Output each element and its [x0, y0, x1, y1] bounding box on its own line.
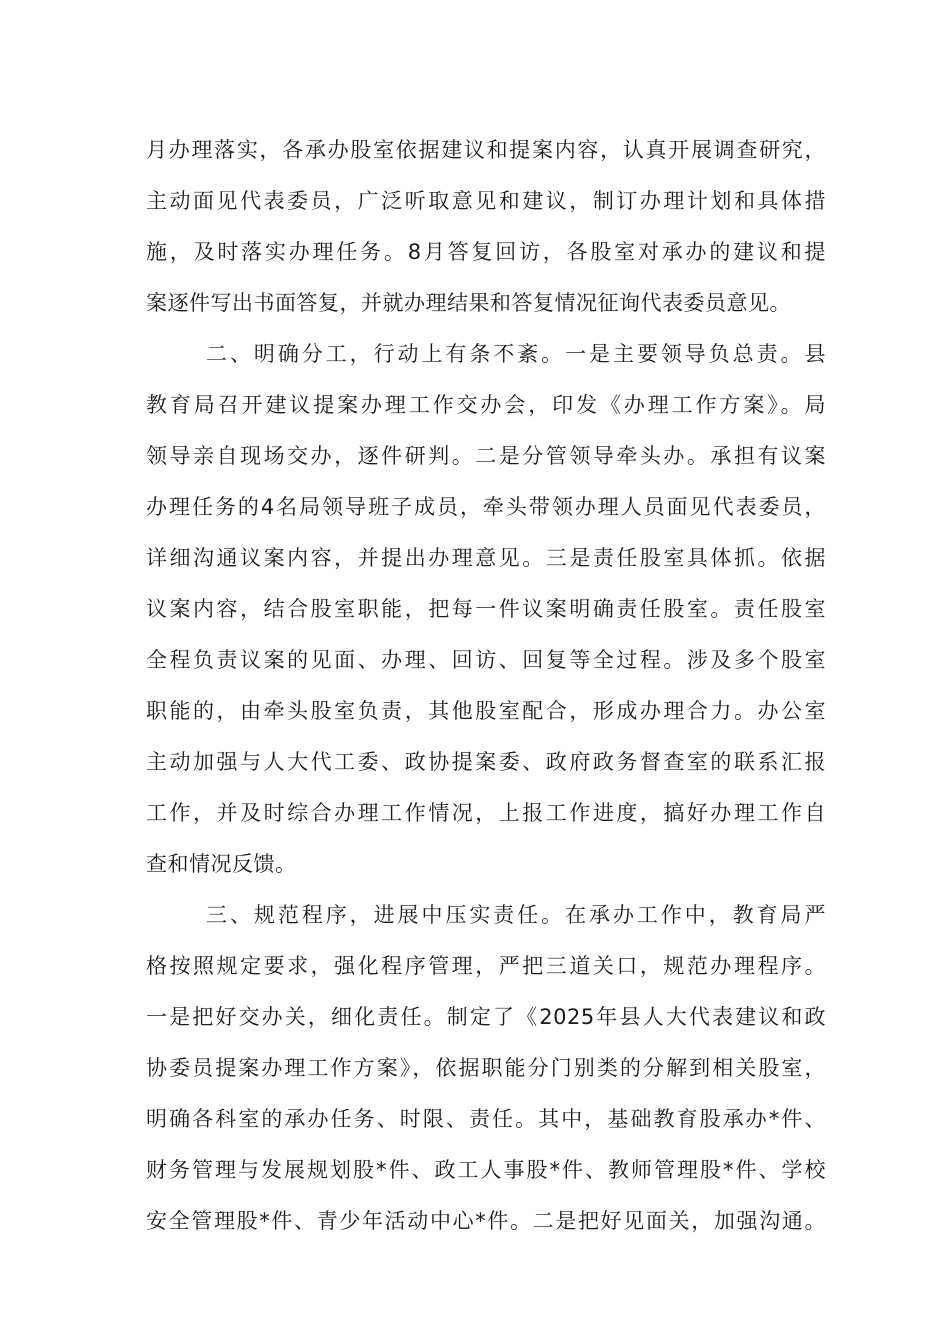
text-line: 全程负责议案的见面、办理、回访、回复等全过程。涉及多个股室 — [146, 648, 826, 672]
text-line: 协委员提案办理工作方案》，依据职能分门别类的分解到相关股室， — [146, 1056, 826, 1080]
text-line: 案逐件写出书面答复，并就办理结果和答复情况征询代表委员意见。 — [146, 291, 791, 315]
text-line: 一是把好交办关，细化责任。制定了《2025年县人大代表建议和政 — [146, 1005, 826, 1029]
text-line: 主动面见代表委员，广泛听取意见和建议，制订办理计划和具体措 — [146, 189, 826, 213]
text-line: 月办理落实，各承办股室依据建议和提案内容，认真开展调查研究， — [146, 138, 826, 162]
text-line: 详细沟通议案内容，并提出办理意见。三是责任股室具体抓。依据 — [146, 546, 826, 570]
text-line: 职能的，由牵头股室负责，其他股室配合，形成办理合力。办公室 — [146, 699, 826, 723]
text-line: 工作，并及时综合办理工作情况，上报工作进度，搞好办理工作自 — [146, 801, 826, 825]
text-line: 主动加强与人大代工委、政协提案委、政府政务督查室的联系汇报 — [146, 750, 826, 774]
text-line: 查和情况反馈。 — [146, 852, 297, 876]
text-line: 格按照规定要求，强化程序管理，严把三道关口，规范办理程序。 — [146, 954, 826, 978]
text-line: 安全管理股*件、青少年活动中心*件。二是把好见面关，加强沟通。 — [146, 1209, 826, 1233]
text-line: 领导亲自现场交办，逐件研判。二是分管领导牵头办。承担有议案 — [146, 444, 826, 468]
paragraph-heading-line: 二、明确分工，行动上有条不紊。一是主要领导负总责。县 — [206, 342, 826, 366]
text-line: 明确各科室的承办任务、时限、责任。其中，基础教育股承办*件、 — [146, 1107, 826, 1131]
text-line: 教育局召开建议提案办理工作交办会，印发《办理工作方案》。局 — [146, 393, 826, 417]
text-line: 施，及时落实办理任务。8月答复回访，各股室对承办的建议和提 — [146, 240, 826, 264]
paragraph-heading-line: 三、规范程序，进展中压实责任。在承办工作中，教育局严 — [206, 903, 826, 927]
text-line: 议案内容，结合股室职能，把每一件议案明确责任股室。责任股室 — [146, 597, 826, 621]
text-line: 办理任务的4名局领导班子成员，牵头带领办理人员面见代表委员， — [146, 495, 826, 519]
text-line: 财务管理与发展规划股*件、政工人事股*件、教师管理股*件、学校 — [146, 1158, 826, 1182]
